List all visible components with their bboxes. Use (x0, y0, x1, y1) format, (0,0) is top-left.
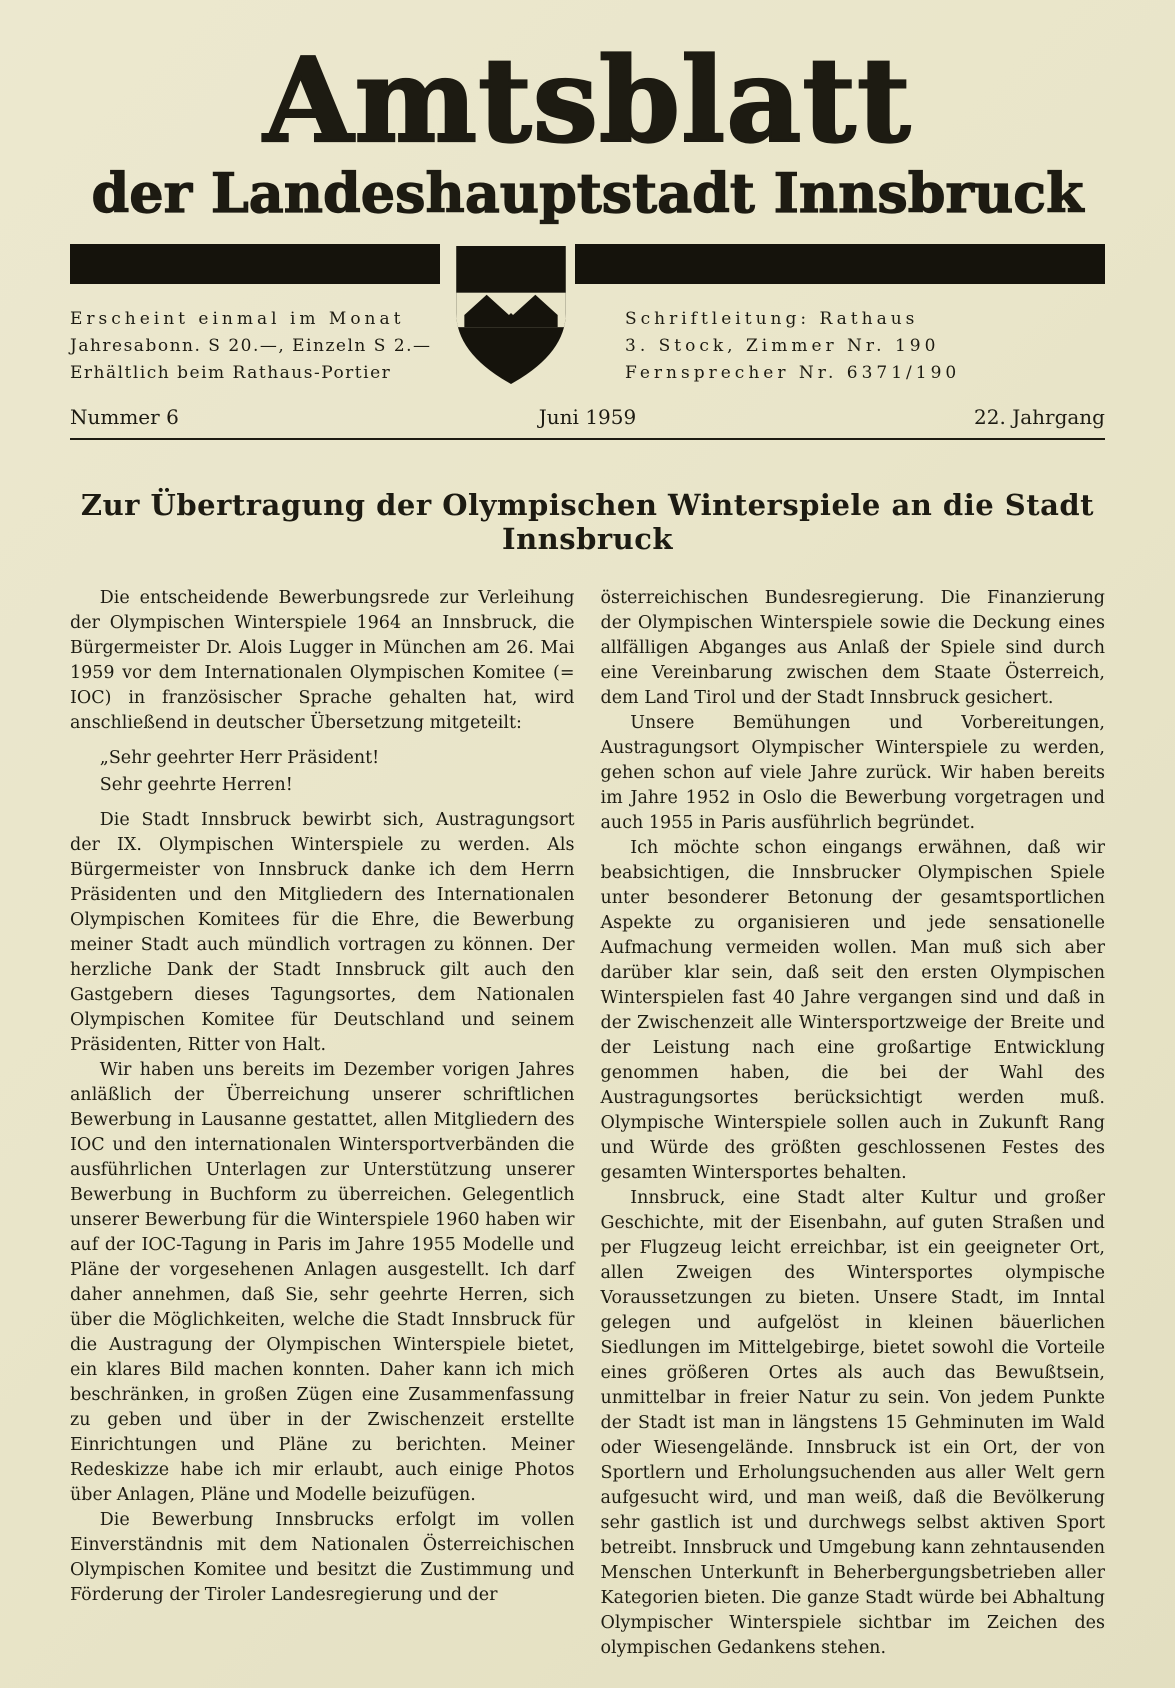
black-bar-right (575, 244, 1105, 284)
publication-frequency: Erscheint einmal im Monat (70, 308, 405, 329)
paragraph: Wir haben uns bereits im Dezember vorigen Jahres anläßlich der Überreichung unserer schriftlichen Bewerbung in Lausanne gestattet, allen Mitgliedern des IOC und den internationalen Wintersportverbänden die ausführlichen Unterlagen zur Unterstützung unserer Bewerbung in Buchform zu überreichen. Gelegentlich unserer Bewerbung für die Winterspiele 1960 haben wir auf der IOC-Tagung in Paris im Jahre 1955 Modelle und Pläne der vorgesehenen Anlagen ausgestellt. Ich darf daher annehmen, daß Sie, sehr geehrte Herren, sich über die Möglichkeiten, welche die Stadt Innsbruck für die Austragung der Olympischen Winterspiele bietet, ein klares Bild machen konnten. Daher kann ich mich beschränken, in großen Zügen eine Zusammenfassung zu geben und über in der Zwischenzeit erstellte Einrichtungen und Pläne zu berichten. Meiner Redeskizze habe ich mir erlaubt, auch einige Photos über Anlagen, Pläne und Modelle beizufügen. (70, 1059, 575, 1505)
masthead-bars (70, 244, 1105, 284)
black-bar-left (70, 244, 440, 284)
paragraph: Unsere Bemühungen und Vorbereitungen, Austragungsort Olympischer Winterspiele zu werden, gehen schon auf viele Jahre zurück. Wir haben bereits im Jahre 1952 in Oslo die Bewerbung vorgetragen und auch 1955 in Paris ausführlich begründet. (600, 712, 1105, 833)
paragraph: Ich möchte schon eingangs erwähnen, daß wir beabsichtigen, die Innsbrucker Olympischen Spiele unter besonderer Betonung der gesamtsportlichen Aspekte zu organisieren und jede sensationelle Aufmachung vermeiden wollen. Man muß sich aber darüber klar sein, daß seit den ersten Olympischen Winterspielen fast 40 Jahre vergangen sind und daß in der Zwischenzeit alle Wintersportzweige der Breite und der Leistung nach eine großartige Entwicklung genommen haben, die bei der Wahl des Austragungsortes berücksichtigt werden muß. Olympische Winterspiele sollen auch in Zukunft Rang und Würde des größten geschlossenen Festes des gesamten Wintersportes behalten. (600, 837, 1105, 1183)
paragraph: Innsbruck, eine Stadt alter Kultur und großer Geschichte, mit der Eisenbahn, auf guten Straßen und per Flugzeug leicht erreichbar, ist ein geeigneter Ort, allen Zweigen des Wintersportes olympische Voraussetzungen zu bieten. Unsere Stadt, im Inntal gelegen und aufgelöst in kleinen bäuerlichen Siedlungen im Mittelgebirge, bietet sowohl die Vorteile eines größeren Ortes als auch das Bewußtsein, unmittelbar in freier Natur zu sein. Von jedem Punkte der Stadt ist man in längstens 15 Gehminuten im Wald oder Wiesengelände. Innsbruck ist ein Ort, der von Sportlern und Erholungsuchenden aus aller Welt gern aufgesucht wird, und man weiß, daß die Bevölkerung sehr gastlich ist und durchwegs selbst aktiven Sport betreibt. Innsbruck und Umgebung kann zehntausenden Menschen Unterkunft in Beherbergungsbetrieben aller Kategorien bieten. Die ganze Stadt würde bei Abhaltung Olympischer Winterspiele sichtbar im Zeichen des olympischen Gedankens stehen. (600, 1187, 1105, 1658)
divider-rule (70, 438, 1105, 440)
publication-info (70, 306, 460, 387)
issue-date: Juni 1959 (538, 404, 637, 429)
issue-volume: 22. Jahrgang (974, 404, 1105, 429)
availability-note: Erhältlich beim Rathaus-Portier (70, 362, 392, 383)
paragraph: Sehr geehrte Herren! (99, 774, 293, 795)
subscription-price: Jahresabonn. S 20.—, Einzeln S 2.— (70, 335, 432, 356)
paragraph: Die entscheidende Bewerbungsrede zur Verleihung der Olympischen Winterspiele 1964 an Innsbruck, die Bürgermeister Dr. Alois Lugger in München am 26. Mai 1959 vor dem Internationalen Olympischen Komitee (= IOC) in französischer Sprache gehalten hat, wird anschließend in deutscher Übersetzung mitgeteilt: (70, 587, 575, 733)
left-column (70, 586, 575, 1661)
paragraph: „Sehr geehrter Herr Präsident! (99, 747, 380, 768)
right-column (601, 586, 1106, 1661)
masthead (70, 0, 1105, 387)
article-headline: Zur Übertragung der Olympischen Winterspiele an die Stadt Innsbruck (80, 487, 1095, 556)
editorial-info (625, 306, 1105, 387)
editorial-office: Schriftleitung: Rathaus (625, 308, 919, 329)
paragraph: Die Stadt Innsbruck bewirbt sich, Austragungsort der IX. Olympischen Winterspiele zu werden. Als Bürgermeister von Innsbruck danke ich dem Herrn Präsidenten und den Mitgliedern des Internationalen Olympischen Komitees für die Ehre, die Bewerbung meiner Stadt auch mündlich vortragen zu können. Der herzliche Dank der Stadt Innsbruck gilt auch den Gastgebern dieses Tagungsortes, dem Nationalen Olympischen Komitee für Deutschland und seinem Präsidenten, Ritter von Halt. (70, 809, 575, 1055)
article (70, 488, 1105, 1661)
paragraph: österreichischen Bundesregierung. Die Finanzierung der Olympischen Winterspiele sowie die Deckung eines allfälligen Abganges aus Anlaß der Spiele sind durch eine Vereinbarung zwischen dem Staate Österreich, dem Land Tirol und der Stadt Innsbruck gesichert. (600, 587, 1105, 708)
paragraph: Die Bewerbung Innsbrucks erfolgt im vollen Einverständnis mit dem Nationalen Österreichischen Olympischen Komitee und besitzt die Zustimmung und Förderung der Tiroler Landesregierung und der (70, 1509, 575, 1605)
issue-number: Nummer 6 (70, 404, 179, 429)
masthead-info (70, 306, 1105, 387)
issue-line (70, 405, 1105, 438)
gazette-title: Amtsblatt (263, 33, 912, 169)
innsbruck-coat-of-arms-icon (445, 244, 577, 386)
gazette-subtitle: der Landeshauptstadt Innsbruck (91, 161, 1084, 226)
article-columns (70, 586, 1105, 1661)
editorial-phone: Fernsprecher Nr. 6371/190 (625, 362, 961, 383)
editorial-room: 3. Stock, Zimmer Nr. 190 (625, 335, 940, 356)
